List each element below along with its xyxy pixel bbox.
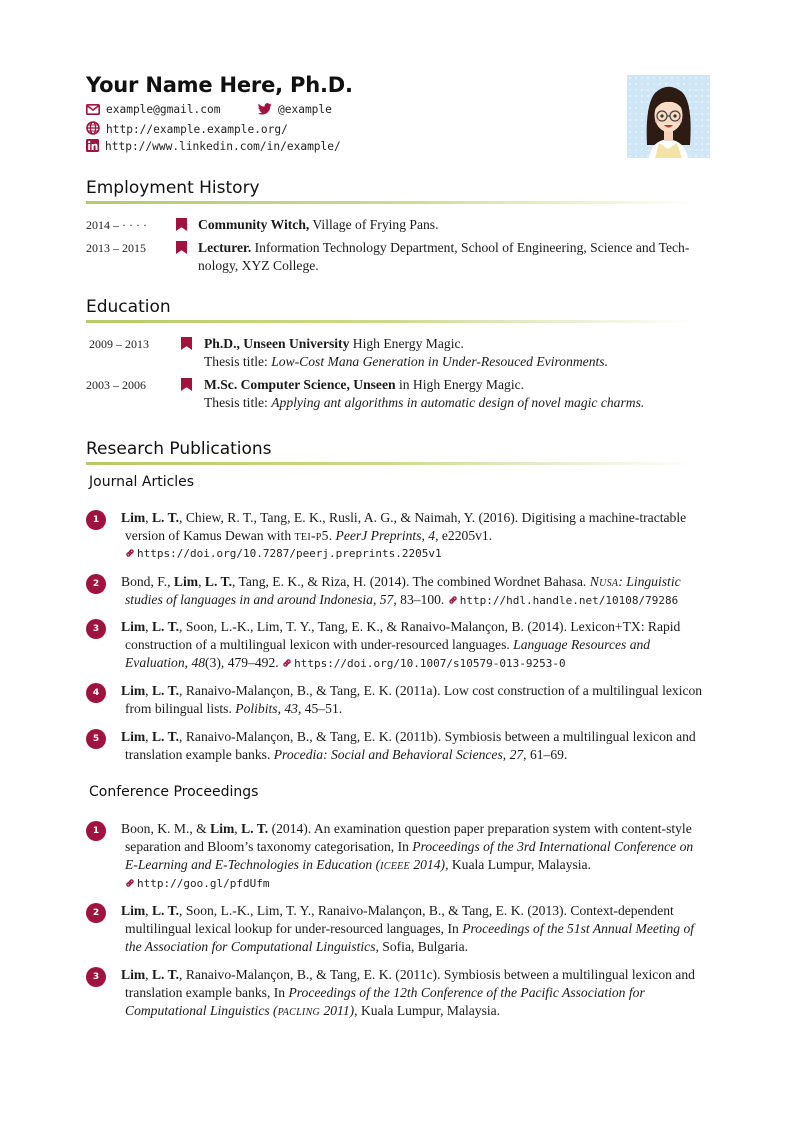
proceedings-name: Computational Linguistics ( <box>125 1003 278 1019</box>
publication-number-badge: 5 <box>86 729 106 749</box>
cv-header <box>86 73 710 163</box>
proceedings-name: Proceedings of the 51st Annual Meeting of <box>462 921 695 937</box>
publication-number-badge: 3 <box>86 619 106 639</box>
proceedings-name: iceee <box>380 857 410 873</box>
text: , <box>145 619 152 634</box>
author-highlight: L. T. <box>151 619 180 634</box>
publication-link[interactable] <box>448 594 679 607</box>
text: , <box>145 967 152 982</box>
envelope-icon <box>86 104 100 115</box>
section-divider <box>86 462 696 465</box>
entry-role: Lecturer. <box>198 240 252 255</box>
publication-url[interactable]: http://goo.gl/pfdUfm <box>137 876 270 890</box>
author-highlight: L. T. <box>151 903 180 918</box>
text: , <box>184 655 192 671</box>
proceedings-name: 2011) <box>320 1003 355 1019</box>
author-highlight: L. T. <box>151 729 180 744</box>
author-highlight: L. T. <box>151 683 180 698</box>
twitter-row <box>258 103 332 116</box>
author-highlight: Lim <box>121 903 146 918</box>
entry-degree: M.Sc. Computer Science, Unseen <box>204 377 396 392</box>
journal-name: Procedia: Social and Behavioral Sciences <box>273 747 503 763</box>
text: , <box>145 510 152 525</box>
twitter-icon <box>258 103 272 115</box>
text: , <box>145 729 152 744</box>
globe-icon <box>86 121 100 135</box>
author-highlight: L. T. <box>151 510 180 525</box>
publication-link[interactable] <box>282 657 566 670</box>
text: , <box>198 574 205 589</box>
text: , <box>145 683 152 698</box>
publication-item <box>86 618 710 674</box>
journal-name: : Linguistic <box>618 574 681 589</box>
journal-name: PeerJ Preprints, 4 <box>335 528 436 544</box>
publication-item <box>86 966 710 1022</box>
publication-link[interactable] <box>121 545 710 563</box>
section-employment <box>86 178 696 200</box>
publication-url[interactable]: http://hdl.handle.net/10108/79286 <box>459 594 679 608</box>
text: , <box>145 903 152 918</box>
text: , 61–69. <box>523 747 568 763</box>
subsection-conference: Conference Proceedings <box>89 784 259 800</box>
text: tei-p5 <box>294 528 329 544</box>
entry-field: High Energy Magic. <box>349 336 464 351</box>
entry-date: 2013 – 2015 <box>86 241 146 255</box>
thesis-title: Low-Cost Mana Generation in Under-Resouced Evironments. <box>271 354 608 369</box>
journal-name: Polibits <box>235 701 278 717</box>
volume: 48 <box>191 655 206 671</box>
twitter-link[interactable]: @example <box>278 103 332 116</box>
text: , <box>502 747 510 763</box>
text: , Kuala Lumpur, Malaysia. <box>354 1003 501 1019</box>
proceedings-name: 2014) <box>409 857 446 873</box>
text: Bond, F., <box>121 574 174 589</box>
text: (3), 479–492. <box>205 655 283 671</box>
text: , Tang, E. K., & Riza, H. (2014). The combined Wordnet Bahasa. <box>231 574 590 589</box>
publication-item <box>86 573 710 611</box>
publication-number-badge: 3 <box>86 967 106 987</box>
publication-number-badge: 1 <box>86 821 106 841</box>
volume: 43 <box>284 701 298 717</box>
section-divider <box>86 201 696 204</box>
section-education <box>86 297 696 319</box>
publication-item <box>86 728 710 766</box>
text: multilingual lexical lookup for under-resourced languages, In <box>125 921 463 937</box>
website-row <box>86 121 288 136</box>
website-link[interactable]: http://example.example.org/ <box>106 123 288 136</box>
author-highlight: L. T. <box>241 821 269 836</box>
publication-url[interactable]: https://doi.org/10.1007/s10579-013-9253-0 <box>294 657 566 671</box>
section-publications <box>86 439 696 461</box>
text: , Chiew, R. T., Tang, E. K., Rusli, A. G., & Naimah, Y. (2016). Digitising a machine-tractable <box>179 510 687 525</box>
text: , e2205v1. <box>435 528 493 544</box>
text: translation example banks. <box>125 747 274 763</box>
text: , Ranaivo-Malançon, B., & Tang, E. K. (2011c). Symbiosis between a multilingual lexicon and <box>179 967 695 982</box>
text: version of Kamus Dewan with <box>125 528 295 544</box>
bookmark-icon <box>176 218 187 231</box>
entry-degree: Ph.D., Unseen University <box>204 336 350 351</box>
entry-date: 2014 – · · · · <box>86 218 147 232</box>
text: , Ranaivo-Malançon, B., & Tang, E. K. (2011b). Symbiosis between a multilingual lexicon and <box>179 729 696 744</box>
proceedings-name: E-Learning and E-Technologies in Education ( <box>125 857 381 873</box>
text: translation example banks, In <box>125 985 289 1001</box>
author-highlight: L. T. <box>204 574 232 589</box>
text: , Soon, L.-K., Lim, T. Y., Tang, E. K., & Ranaivo-Malançon, B. (2014). Lexicon+TX: Rapid <box>179 619 681 634</box>
thesis-label: Thesis title: <box>204 354 272 369</box>
text: , Sofia, Bulgaria. <box>375 939 468 955</box>
entry-detail: Information Technology Department, School of Engineering, Science and Tech- <box>251 240 690 255</box>
publication-number-badge: 2 <box>86 574 106 594</box>
employment-entry <box>86 216 710 236</box>
link-icon <box>282 658 292 668</box>
publication-link[interactable] <box>121 875 710 893</box>
thesis-label: Thesis title: <box>204 395 272 410</box>
author-highlight: Lim <box>121 729 146 744</box>
publication-item <box>86 902 710 958</box>
publication-url[interactable]: https://doi.org/10.7287/peerj.preprints.2205v1 <box>137 547 442 561</box>
education-entry <box>86 376 710 414</box>
text: , Ranaivo-Malançon, B., & Tang, E. K. (2011a). Low cost construction of a multilingual lexicon <box>179 683 703 698</box>
entry-detail: Village of Frying Pans. <box>309 217 439 232</box>
author-highlight: Lim <box>121 510 146 525</box>
link-icon <box>448 595 458 605</box>
volume: 27 <box>509 747 524 763</box>
bookmark-icon <box>181 378 192 391</box>
section-title-employment: Employment History <box>86 178 260 198</box>
journal-name: Evaluation <box>125 655 185 671</box>
text: separation and Bloom’s taxonomy categorisation, In <box>125 839 413 855</box>
author-highlight: Lim <box>121 619 146 634</box>
subsection-journal: Journal Articles <box>89 474 195 490</box>
section-title-education: Education <box>86 297 171 317</box>
employment-entry <box>86 239 710 277</box>
text: (2014). An examination question paper preparation system with content-style <box>268 821 692 836</box>
linkedin-row <box>86 139 341 153</box>
proceedings-name: pacling <box>277 1003 321 1019</box>
text: , Kuala Lumpur, Malaysia. <box>445 857 591 873</box>
text: Boon, K. M., & <box>121 821 211 836</box>
section-divider <box>86 320 696 323</box>
volume: 57 <box>379 592 394 608</box>
author-highlight: Lim <box>121 967 146 982</box>
text: , <box>372 592 380 608</box>
proceedings-name: Proceedings of the 3rd International Conference on <box>412 839 694 855</box>
publication-number-badge: 2 <box>86 903 106 923</box>
link-icon <box>125 548 135 558</box>
text: from bilingual lists. <box>125 701 236 717</box>
publication-item <box>86 682 710 720</box>
thesis-title: Applying ant algorithms in automatic design of novel magic charms. <box>271 395 645 410</box>
entry-field: in High Energy Magic. <box>395 377 525 392</box>
avatar <box>627 75 710 158</box>
section-title-publications: Research Publications <box>86 439 272 459</box>
page-title: Your Name Here, Ph.D. <box>86 73 353 97</box>
publication-item <box>86 820 710 894</box>
linkedin-link[interactable]: http://www.linkedin.com/in/example/ <box>105 140 341 153</box>
publication-number-badge: 1 <box>86 510 106 530</box>
email-row <box>86 103 221 116</box>
text: , Soon, L.-K., Lim, T. Y., Ranaivo-Malançon, B., & Tang, E. K. (2013). Context-dependent <box>179 903 674 918</box>
proceedings-name: Proceedings of the 12th Conference of the Pacific Association for <box>288 985 645 1001</box>
text: , <box>277 701 285 717</box>
text: construction of a multilingual lexicon with under-resourced languages. <box>125 637 514 653</box>
author-highlight: Lim <box>173 574 199 589</box>
entry-date: 2003 – 2006 <box>86 378 146 392</box>
journal-name: Nusa <box>589 574 619 589</box>
author-highlight: Lim <box>210 821 235 836</box>
text: , 83–100. <box>393 592 448 608</box>
entry-detail-cont: nology, XYZ College. <box>198 258 319 273</box>
bookmark-icon <box>181 337 192 350</box>
linkedin-icon <box>86 139 99 152</box>
text: , 45–51. <box>297 701 343 717</box>
email-link[interactable]: example@gmail.com <box>106 103 221 116</box>
link-icon <box>125 878 135 888</box>
publication-number-badge: 4 <box>86 683 106 703</box>
journal-name: Language Resources and <box>513 637 651 653</box>
entry-date: 2009 – 2013 <box>89 337 149 351</box>
author-highlight: L. T. <box>151 967 180 982</box>
text: , <box>234 821 242 836</box>
bookmark-icon <box>176 241 187 254</box>
text: . <box>328 528 336 544</box>
education-entry <box>89 335 710 373</box>
publication-item <box>86 509 710 565</box>
proceedings-name: the Association for Computational Linguistics <box>125 939 376 955</box>
journal-name: studies of languages in and around Indonesia <box>125 592 373 608</box>
entry-role: Community Witch, <box>198 217 310 232</box>
author-highlight: Lim <box>121 683 146 698</box>
